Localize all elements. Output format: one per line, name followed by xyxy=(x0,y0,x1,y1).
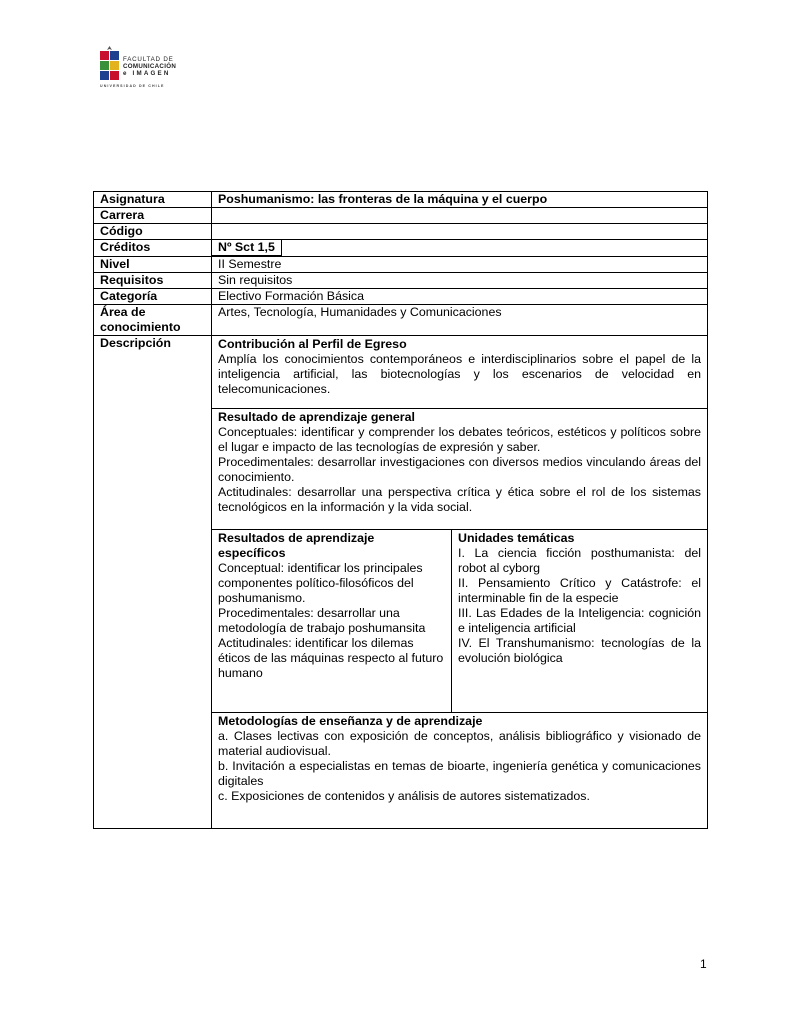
value-nivel: II Semestre xyxy=(212,257,708,273)
label-requisitos: Requisitos xyxy=(94,273,212,289)
value-codigo xyxy=(212,224,708,240)
label-area: Área de conocimiento xyxy=(94,305,212,336)
logo-text-line1: FACULTAD DE xyxy=(123,56,174,63)
value-creditos-cell xyxy=(212,240,708,257)
especificos-line: Procedimentales: desarrollar una metodología de trabajo poshumansita xyxy=(218,606,426,635)
section-aprendizaje-general xyxy=(212,409,707,530)
row-codigo xyxy=(94,224,708,240)
general-title: Resultado de aprendizaje general xyxy=(218,410,415,424)
label-nivel: Nivel xyxy=(94,257,212,273)
metodologias-line: c. Exposiciones de contenidos y análisis de autores sistematizados. xyxy=(218,789,590,803)
label-carrera: Carrera xyxy=(94,208,212,224)
label-categoria: Categoría xyxy=(94,289,212,305)
label-asignatura: Asignatura xyxy=(94,192,212,208)
unidades-title: Unidades temáticas xyxy=(458,531,575,545)
section-especificos-unidades xyxy=(212,530,707,713)
unidades-line: IV. El Transhumanismo: tecnologías de la evolución biológica xyxy=(458,636,701,665)
unidades-line: I. La ciencia ficción posthumanista: del robot al cyborg xyxy=(458,546,701,575)
row-carrera xyxy=(94,208,708,224)
perfil-title: Contribución al Perfil de Egreso xyxy=(218,337,407,351)
value-requisitos: Sin requisitos xyxy=(212,273,708,289)
general-line: Actitudinales: desarrollar una perspectiva crítica y ética sobre el rol de los sistemas tecnológicos en la información y la vida social. xyxy=(218,485,701,514)
unidades-line: II. Pensamiento Crítico y Catástrofe: el interminable fin de la especie xyxy=(458,576,701,605)
row-categoria xyxy=(94,289,708,305)
value-categoria: Electivo Formación Básica xyxy=(212,289,708,305)
perfil-text: Amplía los conocimientos contemporáneos e interdisciplinarios sobre el papel de la inteligencia artificial, las biotecnologías y los escenarios de velocidad en telecomunicaciones. xyxy=(218,352,701,396)
row-descripcion xyxy=(94,336,708,829)
row-creditos xyxy=(94,240,708,257)
label-creditos: Créditos xyxy=(94,240,212,257)
general-line: Conceptuales: identificar y comprender los debates teóricos, estéticos y políticos sobre el lugar e impacto de las tecnologías de expresión y saber. xyxy=(218,425,701,454)
logo-text-line2: COMUNICACIÓN xyxy=(123,63,177,70)
especificos-line: Conceptual: identificar los principales componentes político-filosóficos del poshumanismo. xyxy=(218,561,423,605)
row-area xyxy=(94,305,708,336)
page-number: 1 xyxy=(700,957,707,971)
value-asignatura: Poshumanismo: las fronteras de la máquina y el cuerpo xyxy=(212,192,708,208)
row-asignatura xyxy=(94,192,708,208)
value-area: Artes, Tecnología, Humanidades y Comunicaciones xyxy=(212,305,708,336)
value-carrera xyxy=(212,208,708,224)
section-metodologias xyxy=(212,713,707,828)
unidades-line: III. Las Edades de la Inteligencia: cognición e inteligencia artificial xyxy=(458,606,701,635)
metodologias-line: b. Invitación a especialistas en temas de bioarte, ingeniería genética y comunicaciones digitales xyxy=(218,759,701,788)
row-nivel xyxy=(94,257,708,273)
general-line: Procedimentales: desarrollar investigaciones con diversos medios vinculando áreas del conocimiento. xyxy=(218,455,701,484)
course-info-table xyxy=(93,191,708,829)
metodologias-title: Metodologías de enseñanza y de aprendizaje xyxy=(218,714,483,728)
value-creditos: Nº Sct 1,5 xyxy=(212,240,282,256)
label-descripcion: Descripción xyxy=(94,336,212,829)
section-unidades-tematicas xyxy=(452,530,707,712)
logo-subline: UNIVERSIDAD DE CHILE xyxy=(100,84,165,88)
value-descripcion xyxy=(212,336,708,829)
faculty-logo xyxy=(99,44,199,92)
especificos-line: Actitudinales: identificar los dilemas éticos de las máquinas respecto al futuro humano xyxy=(218,636,444,680)
section-perfil-egreso xyxy=(212,336,707,409)
label-codigo: Código xyxy=(94,224,212,240)
especificos-title: Resultados de aprendizaje específicos xyxy=(218,531,375,560)
logo-text-line3: e IMAGEN xyxy=(123,70,171,77)
university-crest-icon xyxy=(99,46,120,82)
metodologias-line: a. Clases lectivas con exposición de conceptos, análisis bibliográfico y visionado de material audiovisual. xyxy=(218,729,701,758)
row-requisitos xyxy=(94,273,708,289)
section-aprendizaje-especificos xyxy=(212,530,452,712)
